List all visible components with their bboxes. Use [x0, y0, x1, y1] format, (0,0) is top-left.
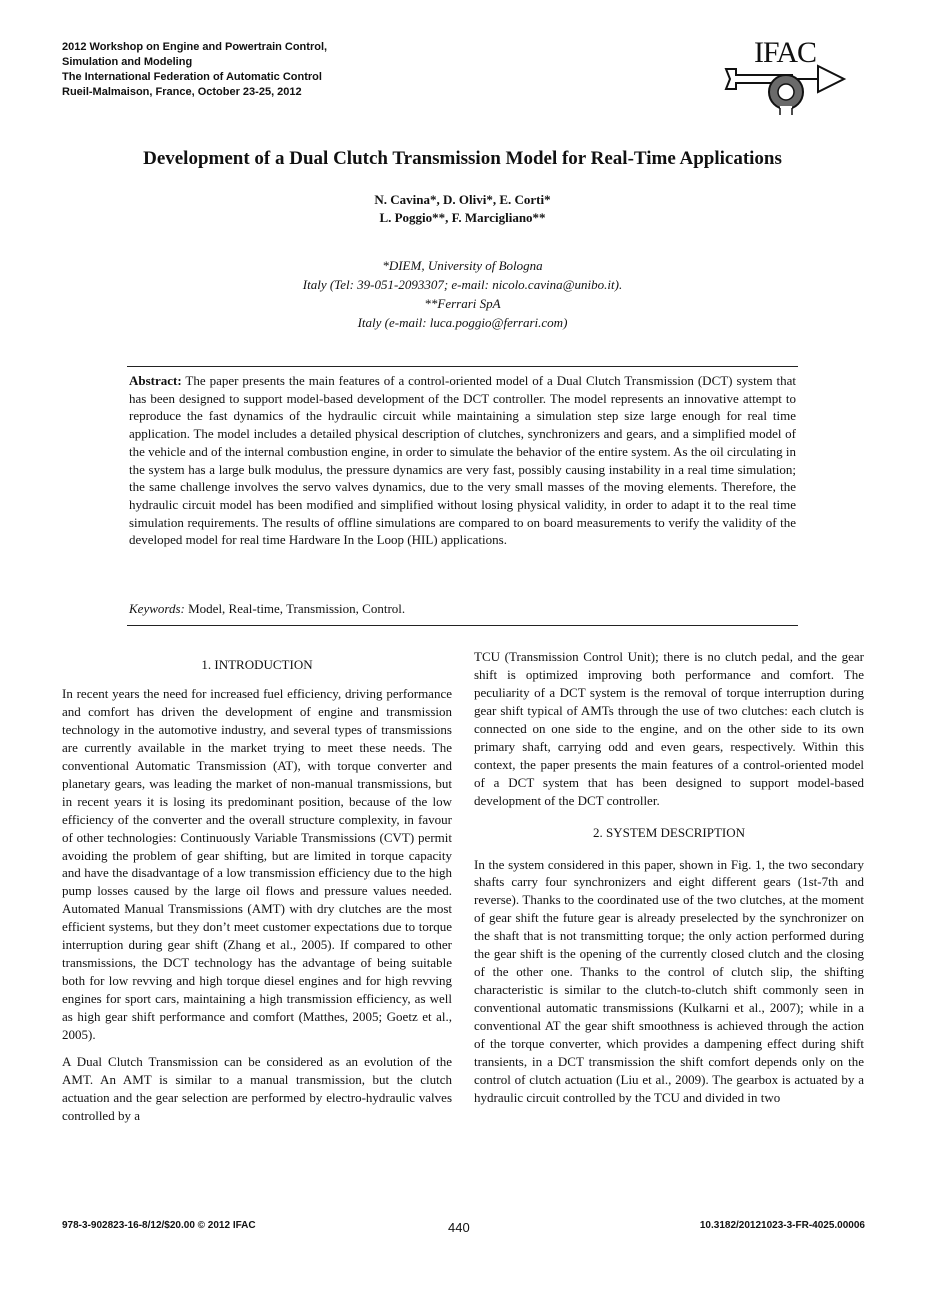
keywords-text: Model, Real-time, Transmission, Control. — [188, 601, 406, 616]
affiliations — [0, 256, 925, 332]
abstract-text: The paper presents the main features of a control-oriented model of a Dual Clutch Transmission (DCT) system that has been designed to support model-based development of the DCT controller. The model represents an innovative attempt to reproduce the fast dynamics of the hydraulic circuit while maintaining a simulation step size large enough for real time application. The model includes a detailed physical description of clutches, synchronizers and gears, and a simplified model of the vehicle and of the internal combustion engine, in order to simulate the behavior of the entire system. As the oil circulating in the system has a large bulk modulus, the pressure dynamics are very fast, possibly causing instability in a real time simulation; the same challenge involves the servo valves dynamics, due to the very small masses of the moving elements. Therefore, the hydraulic circuit model has been modified and simplified without losing physical validity, in order to adapt it to the real time simulation requirements. The results of offline simulations are compared to on board measurements to verify the validity of the developed model for real time Hardware In the Loop (HIL) applications. — [129, 373, 796, 548]
keywords — [129, 601, 796, 617]
section-heading-system-description: 2. SYSTEM DESCRIPTION — [592, 824, 746, 840]
ifac-logo-icon — [722, 36, 848, 116]
conference-header-line: 2012 Workshop on Engine and Powertrain Control, — [62, 41, 328, 53]
affiliation-line: **Ferrari SpA — [424, 296, 501, 311]
abstract-label: Abstract: — [129, 373, 182, 388]
footer-doi: 10.3182/20121023-3-FR-4025.00006 — [699, 1220, 865, 1231]
ifac-logo-text: IFAC — [753, 36, 817, 69]
paragraph: In recent years the need for increased fuel efficiency, driving performance and comfort has driven the development of engine and transmission technology in the automotive industry, and several types of transmissions are currently available in the market trying to meet these needs. The conventional Automatic Transmission (AT), with torque converter and planetary gears, was leading the market of non-manual transmissions, but in recent years it is losing its predominant position, because of the low efficiency of the converter and the overall structure complexity, in favour of other technologies: Continuously Variable Transmissions (CVT) permit avoiding the problem of gear shifting, but are limited in torque capacity and have the disadvantage of a low transmission efficiency due to the high pump losses caused by the large oil flows and pressure values needed. Automated Manual Transmissions (AMT) with dry clutches are the most efficient systems, but they don’t meet customer expectations due to torque interruption during gear shift (Zhang et al., 2005). If compared to other transmissions, the DCT technology has the advantage of being suitable both for low revving and high torque diesel engines and for high revving engines for sport cars, maintaining a high transmission efficiency, as well as high gear shift performance and comfort (Matthes, 2005; Goetz et al., 2005). — [62, 685, 452, 1043]
affiliation-line: Italy (Tel: 39-051-2093307; e-mail: nicolo.cavina@unibo.it). — [302, 277, 623, 292]
author-list — [0, 191, 925, 227]
paragraph: In the system considered in this paper, shown in Fig. 1, the two secondary shafts carry four synchronizers and eight different gears (1st-7th and reverse). Thanks to the coordinated use of the two clutches, at the moment of gear shift the future gear is already preselected by the synchronizer on the shaft that is not transmitting torque; the only action performed during the gear shift is the opening of the currently closed clutch and the closing of the other one. Thanks to the control of clutch slip, the shifting characteristic is similar to the clutch-to-clutch shift commonly seen in conventional automatic transmissions (Kulkarni et al., 2007); while in a conventional AT the gear shift smoothness is achieved through the action of the torque converter, which provides a dampening effect during shift transients, in a DCT transmission the shift comfort depends only on the control of clutch actuation (Liu et al., 2009). The gearbox is actuated by a hydraulic circuit controlled by the TCU and divided in two — [474, 856, 864, 1105]
right-column — [474, 648, 864, 1116]
abstract-bottom-rule — [127, 625, 798, 626]
conference-header-line: Simulation and Modeling — [62, 56, 193, 68]
keywords-label: Keywords: — [129, 601, 185, 616]
conference-header-line: Rueil-Malmaison, France, October 23-25, 2012 — [62, 86, 302, 98]
abstract-top-rule — [127, 366, 798, 367]
page-number: 440 — [448, 1220, 470, 1235]
left-column — [62, 656, 452, 1134]
conference-header-line: The International Federation of Automatic Control — [62, 71, 322, 83]
conference-header — [62, 40, 482, 100]
footer-isbn: 978-3-902823-16-8/12/$20.00 © 2012 IFAC — [62, 1220, 256, 1231]
author-line: N. Cavina*, D. Olivi*, E. Corti* — [374, 192, 551, 207]
affiliation-line: Italy (e-mail: luca.poggio@ferrari.com) — [357, 315, 568, 330]
paragraph: TCU (Transmission Control Unit); there is no clutch pedal, and the gear shift is optimized improving both performance and comfort. The peculiarity of a DCT system is the removal of torque interruption during gear shift typical of AMTs through the use of two clutches: each clutch is connected on one side to the engine, and on the other side to its own primary shaft, carrying odd and even gears, respectively. Within this context, the paper presents the main features of a control-oriented model of a DCT system that has been designed to support model-based development of the DCT controller. — [474, 649, 864, 808]
paper-title: Development of a Dual Clutch Transmission Model for Real-Time Applications — [143, 148, 782, 169]
affiliation-line: *DIEM, University of Bologna — [382, 258, 543, 273]
paragraph: A Dual Clutch Transmission can be considered as an evolution of the AMT. An AMT is similar to a manual transmission, but the clutch actuation and the gear selection are performed by electro-hydraulic valves controlled by a — [62, 1054, 452, 1123]
section-heading-introduction: 1. INTRODUCTION — [201, 657, 313, 672]
abstract — [129, 372, 796, 549]
author-line: L. Poggio**, F. Marcigliano** — [379, 210, 546, 225]
